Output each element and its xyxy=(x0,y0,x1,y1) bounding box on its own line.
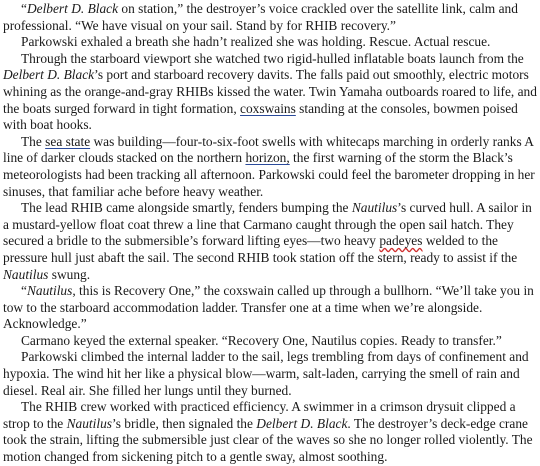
italic-text: Delbert D. Black xyxy=(3,67,95,83)
paragraph xyxy=(3,399,537,465)
body-text: on station,” the destroyer’s voice crackled over the satellite link, calm and professional. “We have visual on your sail. Stand by for RHIB recovery.” xyxy=(3,1,518,33)
body-text: “ xyxy=(21,1,27,16)
paragraph xyxy=(3,283,537,333)
body-text: The lead RHIB came alongside smartly, fenders bumping the xyxy=(21,200,352,216)
document-body xyxy=(3,1,537,466)
body-text: standing at the consoles, bowmen poised with boat hooks. xyxy=(3,100,518,133)
italic-text: Delbert D. Black xyxy=(26,1,119,16)
italic-text: Nautilus xyxy=(26,283,73,299)
body-text: The xyxy=(21,133,46,149)
italic-text: Nautilus xyxy=(3,266,49,282)
paragraph xyxy=(3,1,537,34)
grammar-flagged-text: coxswains xyxy=(240,100,296,116)
body-text: was building—four-to-six-foot swells with whitecaps marching in orderly ranks A line of darker clouds stacked on the northern xyxy=(3,133,534,166)
body-text: Through the starboard viewport she watched two rigid-hulled inflatable boats launch from the xyxy=(21,50,524,66)
body-text: . The destroyer’s deck-edge crane took the strain, lifting the submersible just clear of the waves so she no longer rolled violently. The motion changed from sickening pitch to a gentle sway, almost soothing. xyxy=(3,415,533,465)
body-text: ’s port and starboard recovery davits. The falls paid out smoothly, electric motors whining as the orange-and-gray RHIBs kissed the water. Twin Yamaha outboards roared to life, and the boats surged forward in tight formation, xyxy=(3,67,537,116)
body-text: ’s curved hull. A sailor in a mustard-yellow float coat threw a line that Carmano caught through the open sail hatch. They secured a bridle to the submersible’s forward lifting eyes—two heavy xyxy=(3,200,532,249)
body-text: Parkowski climbed the internal ladder to the sail, legs trembling from days of confinement and hypoxia. The wind hit her like a physical blow—warm, salt-laden, carrying the smell of rain and diesel. Real air. She filled her lungs until they burned. xyxy=(3,349,529,398)
body-text: The RHIB crew worked with practiced efficiency. A swimmer in a crimson drysuit clipped a strop to the xyxy=(3,399,516,431)
body-text: , this is Recovery One,” the coxswain called up through a bullhorn. “We’ll take you in tow to the starboard accommodation ladder. Transfer one at a time when we’re alongside. Acknowledge.” xyxy=(3,283,534,332)
grammar-flagged-text: horizon, xyxy=(245,150,290,166)
body-text: Parkowski exhaled a breath she hadn’t realized she was holding. Rescue. Actual rescue. xyxy=(21,34,491,50)
body-text: swung. xyxy=(48,266,91,282)
paragraph xyxy=(3,333,537,350)
body-text: “ xyxy=(21,283,27,299)
paragraph xyxy=(3,51,537,134)
body-text: the first warning of the storm the Black’s meteorologists had been tracking all afternoon. Parkowski could feel the barometer dropping in her sinuses, that familiar ache before heavy weather. xyxy=(3,150,535,199)
italic-text: Nautilus xyxy=(66,415,112,431)
paragraph xyxy=(3,134,537,200)
paragraph xyxy=(3,34,537,51)
grammar-flagged-text: sea state xyxy=(45,133,91,149)
paragraph xyxy=(3,349,537,399)
italic-text: Nautilus xyxy=(351,200,398,216)
body-text: ’s bridle, then signaled the xyxy=(112,415,257,431)
body-text: welded to the pressure hull just abaft the sail. The second RHIB took station off the stern, ready to assist if the xyxy=(3,233,518,265)
body-text: Carmano keyed the external speaker. “Recovery One, Nautilus copies. Ready to transfer.” xyxy=(21,332,502,348)
paragraph xyxy=(3,200,537,283)
italic-text: Delbert D. Black xyxy=(256,415,348,431)
spelling-flagged-text: padeyes xyxy=(379,233,423,249)
